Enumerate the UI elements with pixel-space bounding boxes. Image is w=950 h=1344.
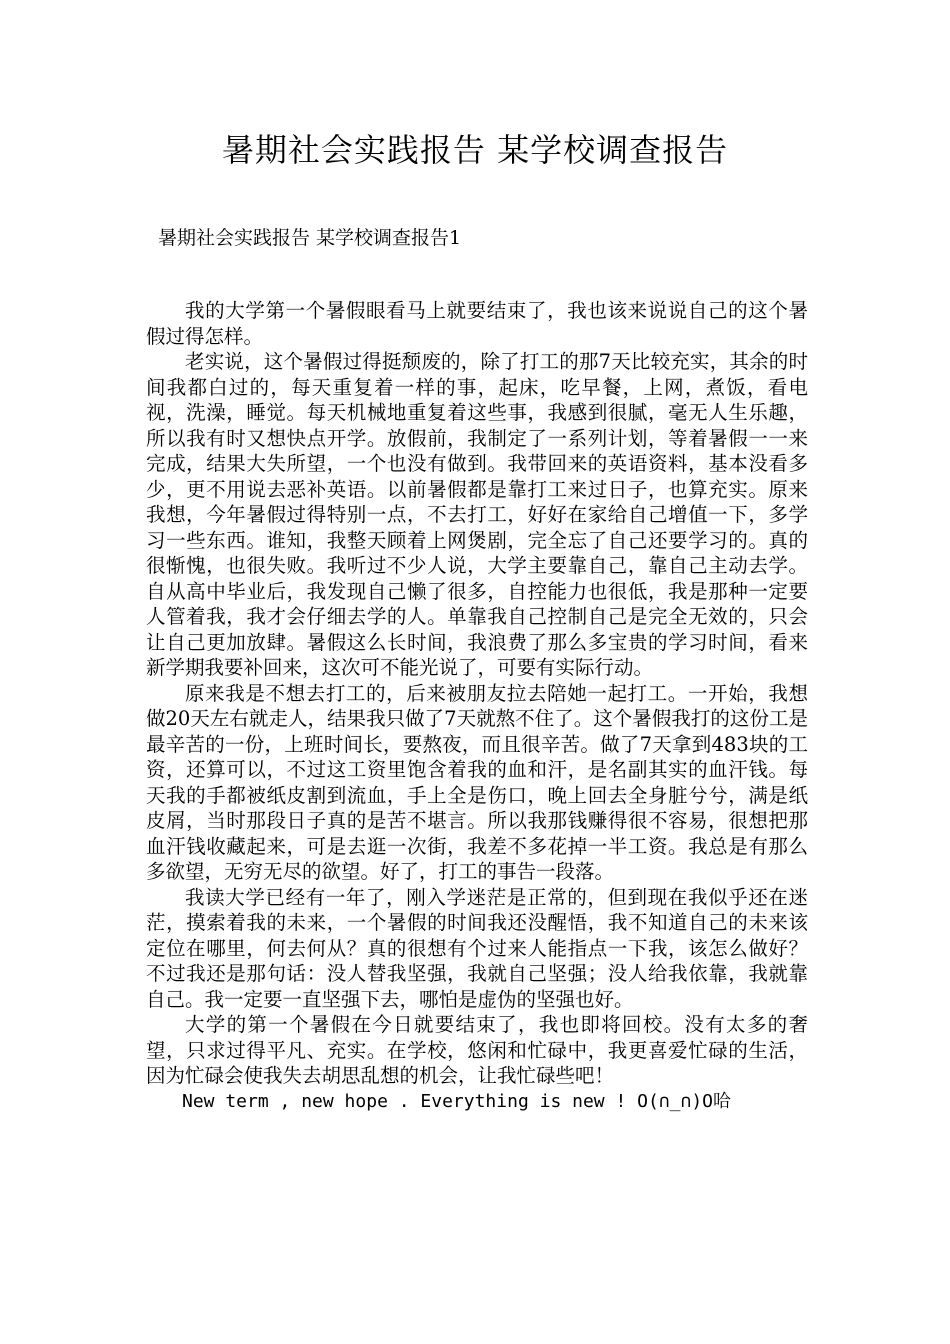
paragraph: 我的大学第一个暑假眼看马上就要结束了，我也该来说说自己的这个暑假过得怎样。 [146,299,808,348]
paragraph: New term , new hope . Everything is new ! O(∩_∩)O哈 [182,1090,732,1112]
paragraph: 我读大学已经有一年了，刚入学迷茫是正常的，但到现在我似乎还在迷茫，摸索着我的未来，一个暑假的时间我还没醒悟，我不知道自己的未来该定位在哪里，何去何从？真的很想有个过来人能指点一下我，该怎么做好？不过我还是那句话：没人替我坚强，我就自己坚强；没人给我依靠，我就靠自己。我一定要一直坚强下去，哪怕是虚伪的坚强也好。 [146,885,808,1011]
paragraph: 老实说，这个暑假过得挺颓废的，除了打工的那7天比较充实，其余的时间我都白过的，每天重复着一样的事，起床，吃早餐，上网，煮饭，看电视，洗澡，睡觉。每天机械地重复着这些事，我感到很腻，毫无人生乐趣，所以我有时又想快点开学。放假前，我制定了一系列计划，等着暑假一一来完成，结果大失所望，一个也没有做到。我带回来的英语资料，基本没看多少，更不用说去恶补英语。以前暑假都是靠打工来过日子，也算充实。原来我想，今年暑假过得特别一点，不去打工，好好在家给自己增值一下，多学习一些东西。谁知，我整天顾着上网煲剧，完全忘了自己还要学习的。真的很惭愧，也很失败。我听过不少人说，大学主要靠自己，靠自己主动去学。自从高中毕业后，我发现自己懒了很多，自控能力也很低，我是那种一定要人管着我，我才会仔细去学的人。单靠我自己控制自己是完全无效的，只会让自己更加放肆。暑假这么长时间，我浪费了那么多宝贵的学习时间，看来新学期我要补回来，这次可不能光说了，可要有实际行动。 [146,350,808,679]
paragraph: 原来我是不想去打工的，后来被朋友拉去陪她一起打工。一开始，我想做20天左右就走人，结果我只做了7天就熬不住了。这个暑假我打的这份工是最辛苦的一份，上班时间长，要熬夜，而且很辛苦。做了7天拿到483块的工资，还算可以，不过这工资里饱含着我的血和汗，是名副其实的血汗钱。每天我的手都被纸皮割到流血，手上全是伤口，晚上回去全身脏兮兮，满是纸皮屑，当时那段日子真的是苦不堪言。所以我那钱赚得很不容易，很想把那血汗钱收藏起来，可是去逛一次街，我差不多花掉一半工资。我总是有那么多欲望，无穷无尽的欲望。好了，打工的事告一段落。 [146,681,808,883]
section-heading: 暑期社会实践报告 某学校调查报告1 [158,227,462,249]
document-title: 暑期社会实践报告 某学校调查报告 [221,131,729,169]
document-body [146,298,808,1114]
paragraph: 大学的第一个暑假在今日就要结束了，我也即将回校。没有太多的奢望，只求过得平凡、充实。在学校，悠闲和忙碌中，我更喜爱忙碌的生活，因为忙碌会使我失去胡思乱想的机会，让我忙碌些吧！ [146,1013,808,1087]
